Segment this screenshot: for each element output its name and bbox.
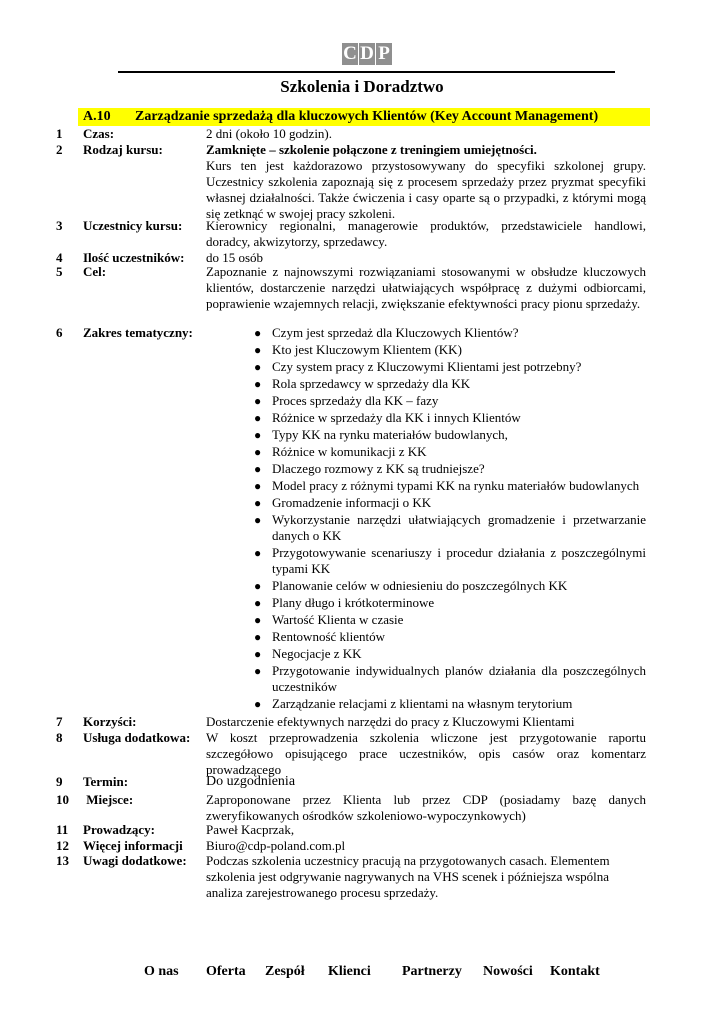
row-number: 9 xyxy=(56,774,63,789)
logo-letter: D xyxy=(360,43,374,64)
row-value: W koszt przeprowadzenia szkolenia wliczone jest przygotowanie raportu szczegółowo opisującego prace uczestników, opis casów oraz komentarz prowadzącego xyxy=(206,730,646,777)
nav-link-oferta[interactable]: Oferta xyxy=(206,964,246,979)
topics-list xyxy=(248,325,646,713)
row-number: 2 xyxy=(56,142,63,157)
row-label: Zakres tematyczny: xyxy=(83,325,193,340)
row-value xyxy=(206,142,646,222)
row-label: Ilość uczestników: xyxy=(83,250,185,265)
topic-item: ● Wykorzystanie narzędzi ułatwiających gromadzenie i przetwarzanie danych o KK xyxy=(254,512,646,543)
nav-link-kontakt[interactable]: Kontakt xyxy=(550,964,600,979)
cdp-logo xyxy=(342,43,393,65)
page-title: Szkolenia i Doradztwo xyxy=(280,77,444,96)
topic-item: ● Model pracy z różnymi typami KK na rynku materiałów budowlanych xyxy=(254,478,640,493)
topic-item: ● Czym jest sprzedaż dla Kluczowych Klientów? xyxy=(254,325,519,340)
header-divider xyxy=(118,71,615,73)
row-label: Rodzaj kursu: xyxy=(83,142,163,157)
topic-item: ● Kto jest Kluczowym Klientem (KK) xyxy=(254,342,462,357)
row-label: Korzyści: xyxy=(83,714,137,729)
topic-item: ● Planowanie celów w odniesieniu do poszczególnych KK xyxy=(254,578,568,593)
topic-item: ● Proces sprzedaży dla KK – fazy xyxy=(254,393,439,408)
bullet-icon: ● xyxy=(254,462,262,476)
bullet-icon: ● xyxy=(254,445,262,459)
row-number: 3 xyxy=(56,218,63,233)
row-value: Kierownicy regionalni, managerowie produktów, przedstawiciele handlowi, doradcy, akwizytorzy, sprzedawcy. xyxy=(206,218,646,249)
row-number: 7 xyxy=(56,714,63,729)
bullet-icon: ● xyxy=(254,479,262,493)
bullet-icon: ● xyxy=(254,630,262,644)
row-number: 5 xyxy=(56,264,63,279)
bullet-icon: ● xyxy=(254,513,262,527)
nav-link-zespol[interactable]: Zespół xyxy=(265,964,305,979)
nav-link-partnerzy[interactable]: Partnerzy xyxy=(402,964,462,979)
nav-link-o-nas[interactable]: O nas xyxy=(144,964,179,979)
row-label: Uwagi dodatkowe: xyxy=(83,853,187,868)
topic-item: ● Typy KK na rynku materiałów budowlanych, xyxy=(254,427,508,442)
topic-item: ● Negocjacje z KK xyxy=(254,646,362,661)
contact-email: Biuro@cdp-poland.com.pl xyxy=(206,838,346,853)
row-number: 1 xyxy=(56,126,63,141)
row-value: Paweł Kacprzak, xyxy=(206,822,295,837)
topic-item: ● Gromadzenie informacji o KK xyxy=(254,495,432,510)
row-label: Termin: xyxy=(83,774,129,789)
row-value: do 15 osób xyxy=(206,250,264,265)
row-label: Prowadzący: xyxy=(83,822,155,837)
topic-item: ● Różnice w sprzedaży dla KK i innych Klientów xyxy=(254,410,521,425)
row-value: Zapoznanie z najnowszymi rozwiązaniami stosowanymi w obsłudze kluczowych klientów, dostarczenie narzędzi ułatwiających współpracę z dużymi odbiorcami, poprawienie wzajemnych relacji, zwiększanie efektywności pracy pionu sprzedaży. xyxy=(206,264,646,311)
bullet-icon: ● xyxy=(254,613,262,627)
bullet-icon: ● xyxy=(254,411,262,425)
topic-item: ● Rola sprzedawcy w sprzedaży dla KK xyxy=(254,376,471,391)
bullet-icon: ● xyxy=(254,546,262,560)
topic-item: ● Przygotowanie indywidualnych planów działania dla poszczególnych uczestników xyxy=(254,663,646,694)
topic-item: ● Różnice w komunikacji z KK xyxy=(254,444,427,459)
topic-item: ● Plany długo i krótkoterminowe xyxy=(254,595,435,610)
topic-item: ● Czy system pracy z Kluczowymi Klientami jest potrzebny? xyxy=(254,359,582,374)
topic-item: ● Rentowność klientów xyxy=(254,629,386,644)
bullet-icon: ● xyxy=(254,664,262,678)
bullet-icon: ● xyxy=(254,428,262,442)
row-number: 8 xyxy=(56,730,63,745)
bullet-icon: ● xyxy=(254,377,262,391)
course-type-description: Kurs ten jest każdorazowo przystosowywany do specyfiki szkolonej grupy. Uczestnicy szkolenia zapoznają się z procesem sprzedaży przez pryzmat specyfiki własnej działalności. Także ćwiczenia i casy oparte są o przypadki, z którymi mogą się zetknąć w swojej pracy szkoleni. xyxy=(206,158,646,221)
row-label: Więcej informacji xyxy=(83,838,183,853)
row-label: Uczestnicy kursu: xyxy=(83,218,183,233)
logo-letter: C xyxy=(343,43,357,64)
course-title-bar xyxy=(78,108,650,126)
bullet-icon: ● xyxy=(254,596,262,610)
topic-item: ● Zarządzanie relacjami z klientami na własnym terytorium xyxy=(254,696,573,711)
topic-item: ● Dlaczego rozmowy z KK są trudniejsze? xyxy=(254,461,485,476)
row-value: 2 dni (około 10 godzin). xyxy=(206,126,333,141)
bullet-icon: ● xyxy=(254,343,262,357)
nav-link-klienci[interactable]: Klienci xyxy=(328,964,371,979)
row-label: Czas: xyxy=(83,126,115,141)
course-code: A.10 xyxy=(83,109,111,124)
nav-link-nowosci[interactable]: Nowości xyxy=(483,964,533,979)
row-number: 12 xyxy=(56,838,69,853)
row-value: Dostarczenie efektywnych narzędzi do pracy z Kluczowymi Klientami xyxy=(206,714,575,729)
topic-item: ● Przygotowywanie scenariuszy i procedur działania z poszczególnymi typami KK xyxy=(254,545,646,576)
bullet-icon: ● xyxy=(254,360,262,374)
course-type: Zamknięte – szkolenie połączone z treningiem umiejętności. xyxy=(206,142,537,157)
row-number: 6 xyxy=(56,325,63,340)
row-number: 4 xyxy=(56,250,63,265)
row-label: Usługa dodatkowa: xyxy=(83,730,191,745)
row-value: Zaproponowane przez Klienta lub przez CDP (posiadamy bazę danych zweryfikowanych ośrodków szkoleniowo-wypoczynkowych) xyxy=(206,792,646,823)
row-label: Cel: xyxy=(83,264,107,279)
bullet-icon: ● xyxy=(254,647,262,661)
logo-letter: P xyxy=(376,43,392,65)
bullet-icon: ● xyxy=(254,496,262,510)
row-number: 13 xyxy=(56,853,69,868)
row-label: Miejsce: xyxy=(83,792,134,807)
row-value: Podczas szkolenia uczestnicy pracują na przygotowanych casach. Elementem szkolenia jest odgrywanie nagrywanych na VHS scenek i późniejsza wspólna analiza zarejestrowanego procesu sprzedaży. xyxy=(206,853,610,900)
bullet-icon: ● xyxy=(254,697,262,711)
row-number: 10 xyxy=(56,792,69,807)
row-number: 11 xyxy=(56,822,69,837)
course-name: Zarządzanie sprzedażą dla kluczowych Klientów (Key Account Management) xyxy=(135,109,599,124)
row-value: Do uzgodnienia xyxy=(206,774,296,789)
bullet-icon: ● xyxy=(254,326,262,340)
bullet-icon: ● xyxy=(254,579,262,593)
topic-item: ● Wartość Klienta w czasie xyxy=(254,612,404,627)
bullet-icon: ● xyxy=(254,394,262,408)
